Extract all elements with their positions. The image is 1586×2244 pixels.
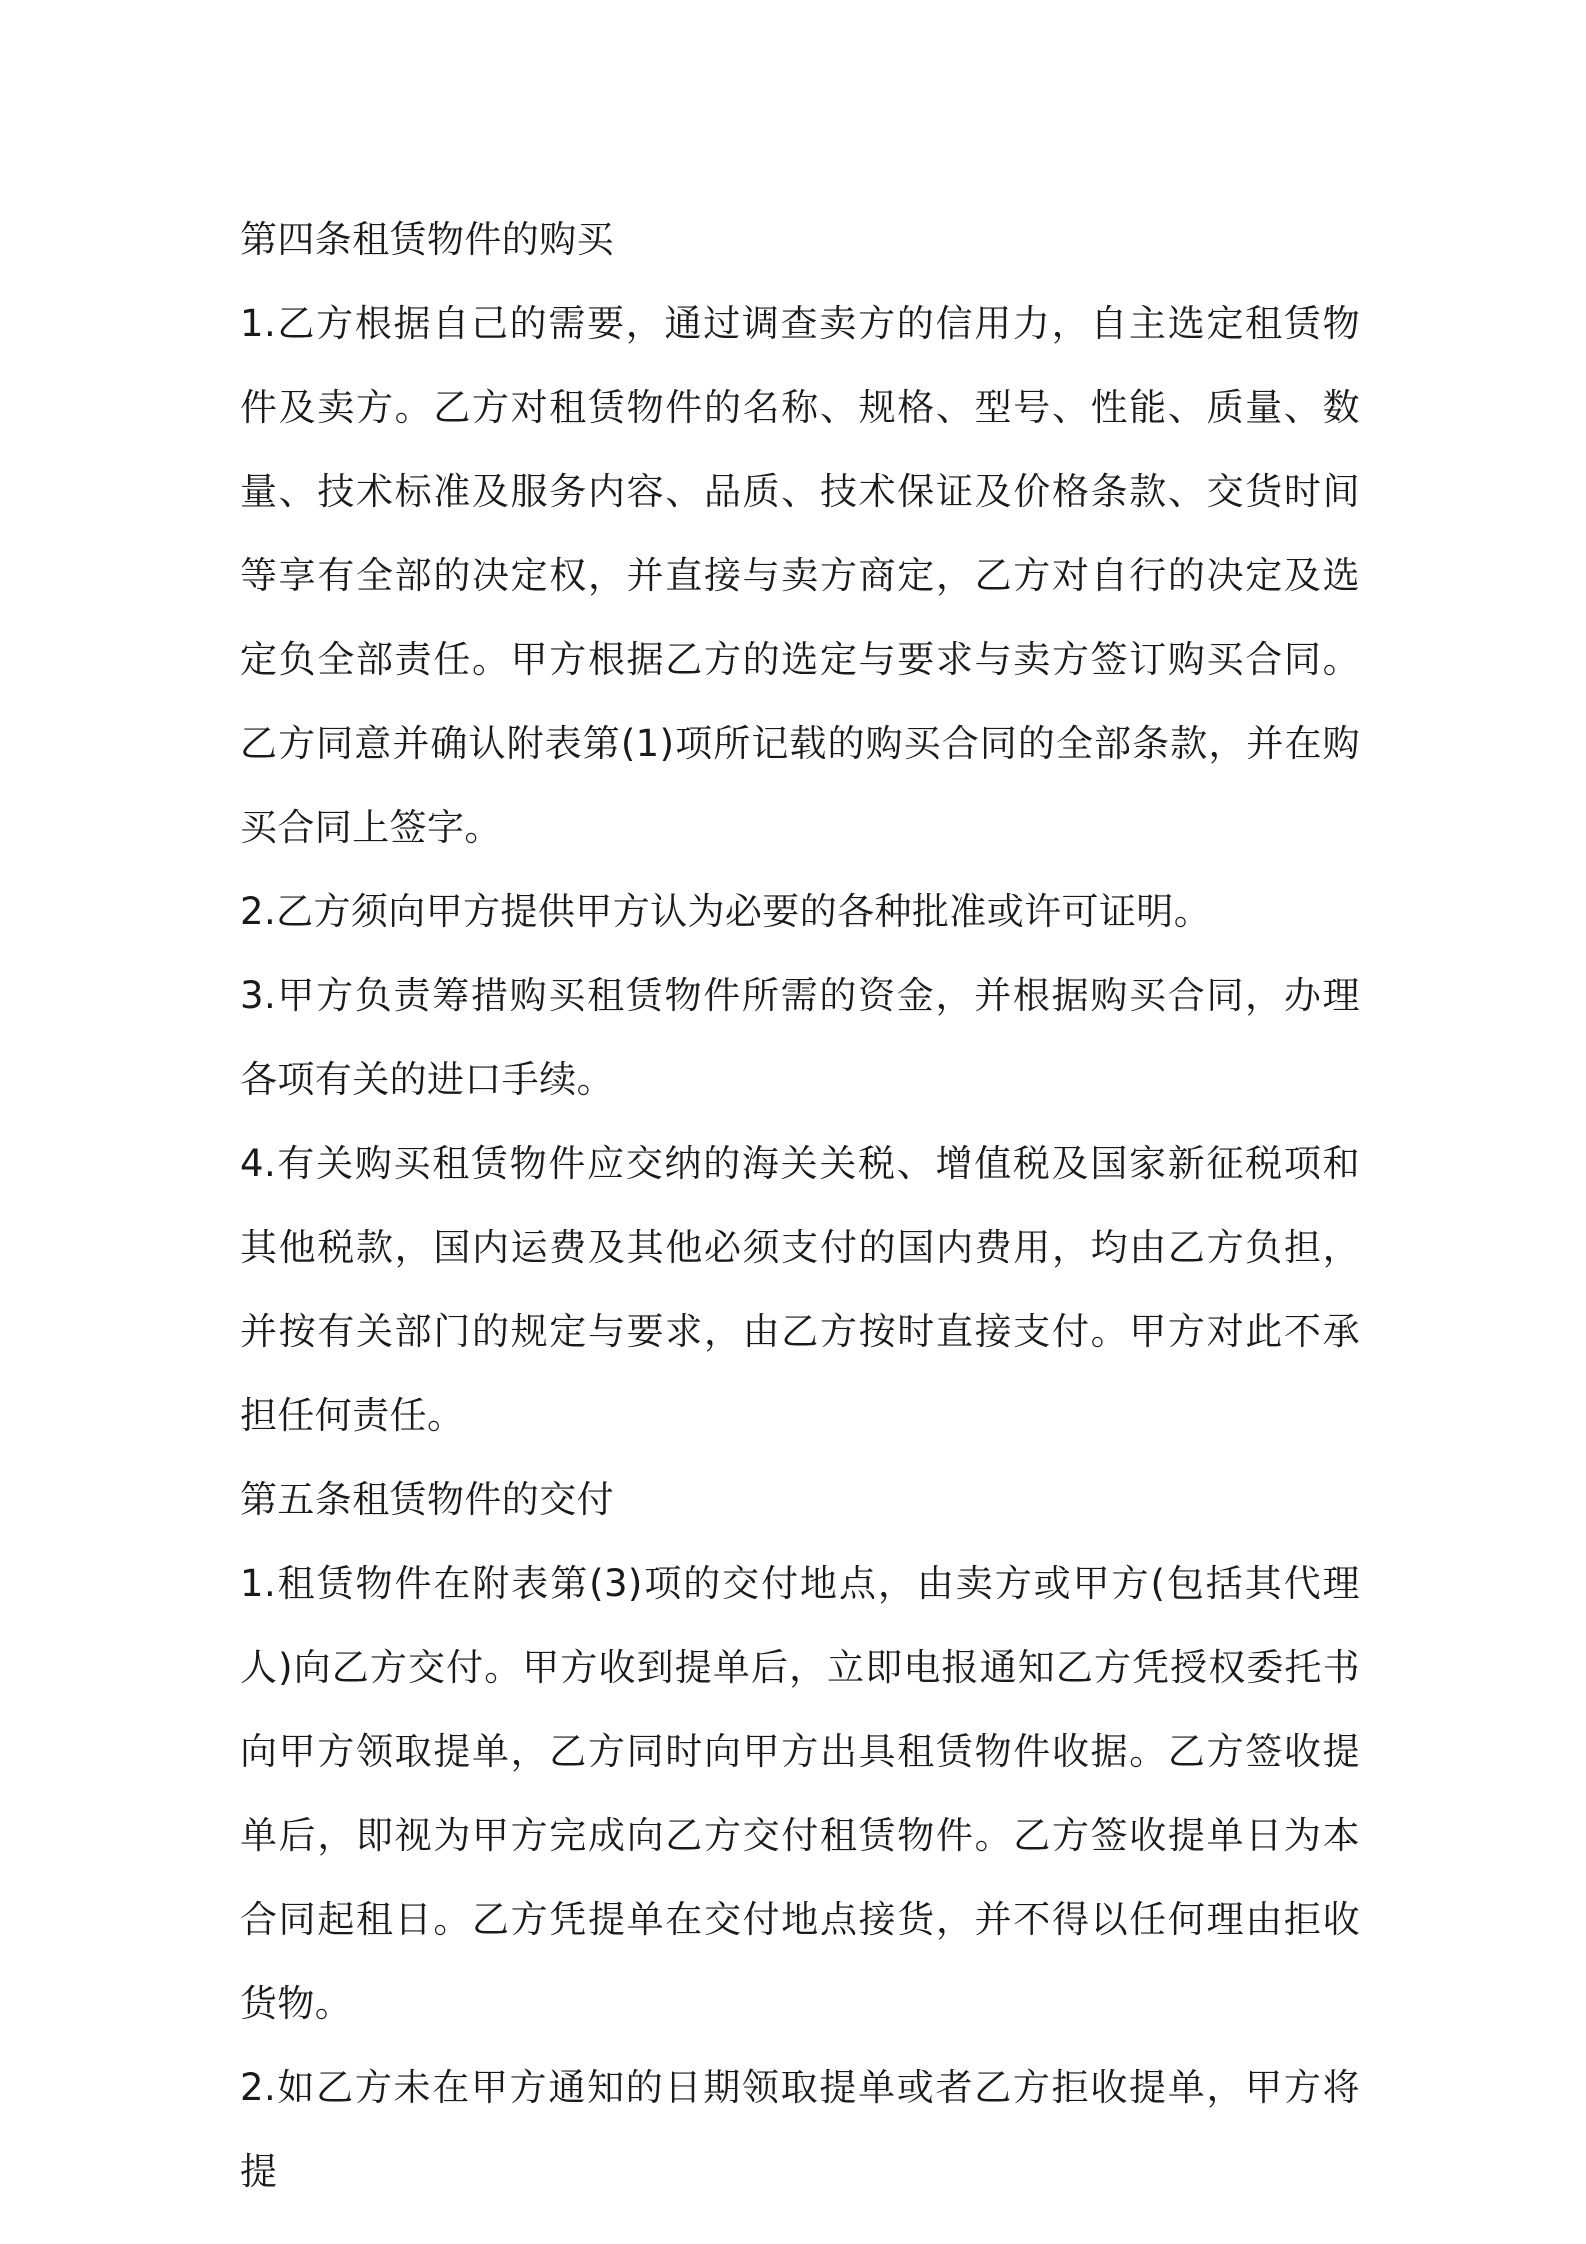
- article-4-clause-3: 3.甲方负责筹措购买租赁物件所需的资金，并根据购买合同，办理各项有关的进口手续。: [240, 974, 1360, 1101]
- article-4-clause-2: 2.乙方须向甲方提供甲方认为必要的各种批准或许可证明。: [240, 890, 1212, 933]
- document-page: [240, 198, 1360, 2214]
- article-5-heading: 第五条租赁物件的交付: [240, 1478, 614, 1521]
- article-4-heading: 第四条租赁物件的购买: [240, 218, 614, 261]
- article-5-clause-2: 2.如乙方未在甲方通知的日期领取提单或者乙方拒收提单，甲方将提: [240, 2066, 1360, 2193]
- article-4-clause-1: 1.乙方根据自己的需要，通过调查卖方的信用力，自主选定租赁物件及卖方。乙方对租赁物件的名称、规格、型号、性能、质量、数量、技术标准及服务内容、品质、技术保证及价格条款、交货时间等享有全部的决定权，并直接与卖方商定，乙方对自行的决定及选定负全部责任。甲方根据乙方的选定与要求与卖方签订购买合同。乙方同意并确认附表第(1)项所记载的购买合同的全部条款，并在购买合同上签字。: [240, 302, 1360, 849]
- article-4-clause-4: 4.有关购买租赁物件应交纳的海关关税、增值税及国家新征税项和其他税款，国内运费及其他必须支付的国内费用，均由乙方负担，并按有关部门的规定与要求，由乙方按时直接支付。甲方对此不承担任何责任。: [240, 1142, 1360, 1437]
- article-5-clause-1: 1.租赁物件在附表第(3)项的交付地点，由卖方或甲方(包括其代理人)向乙方交付。甲方收到提单后，立即电报通知乙方凭授权委托书向甲方领取提单，乙方同时向甲方出具租赁物件收据。乙方签收提单后，即视为甲方完成向乙方交付租赁物件。乙方签收提单日为本合同起租日。乙方凭提单在交付地点接货，并不得以任何理由拒收货物。: [240, 1562, 1360, 2025]
